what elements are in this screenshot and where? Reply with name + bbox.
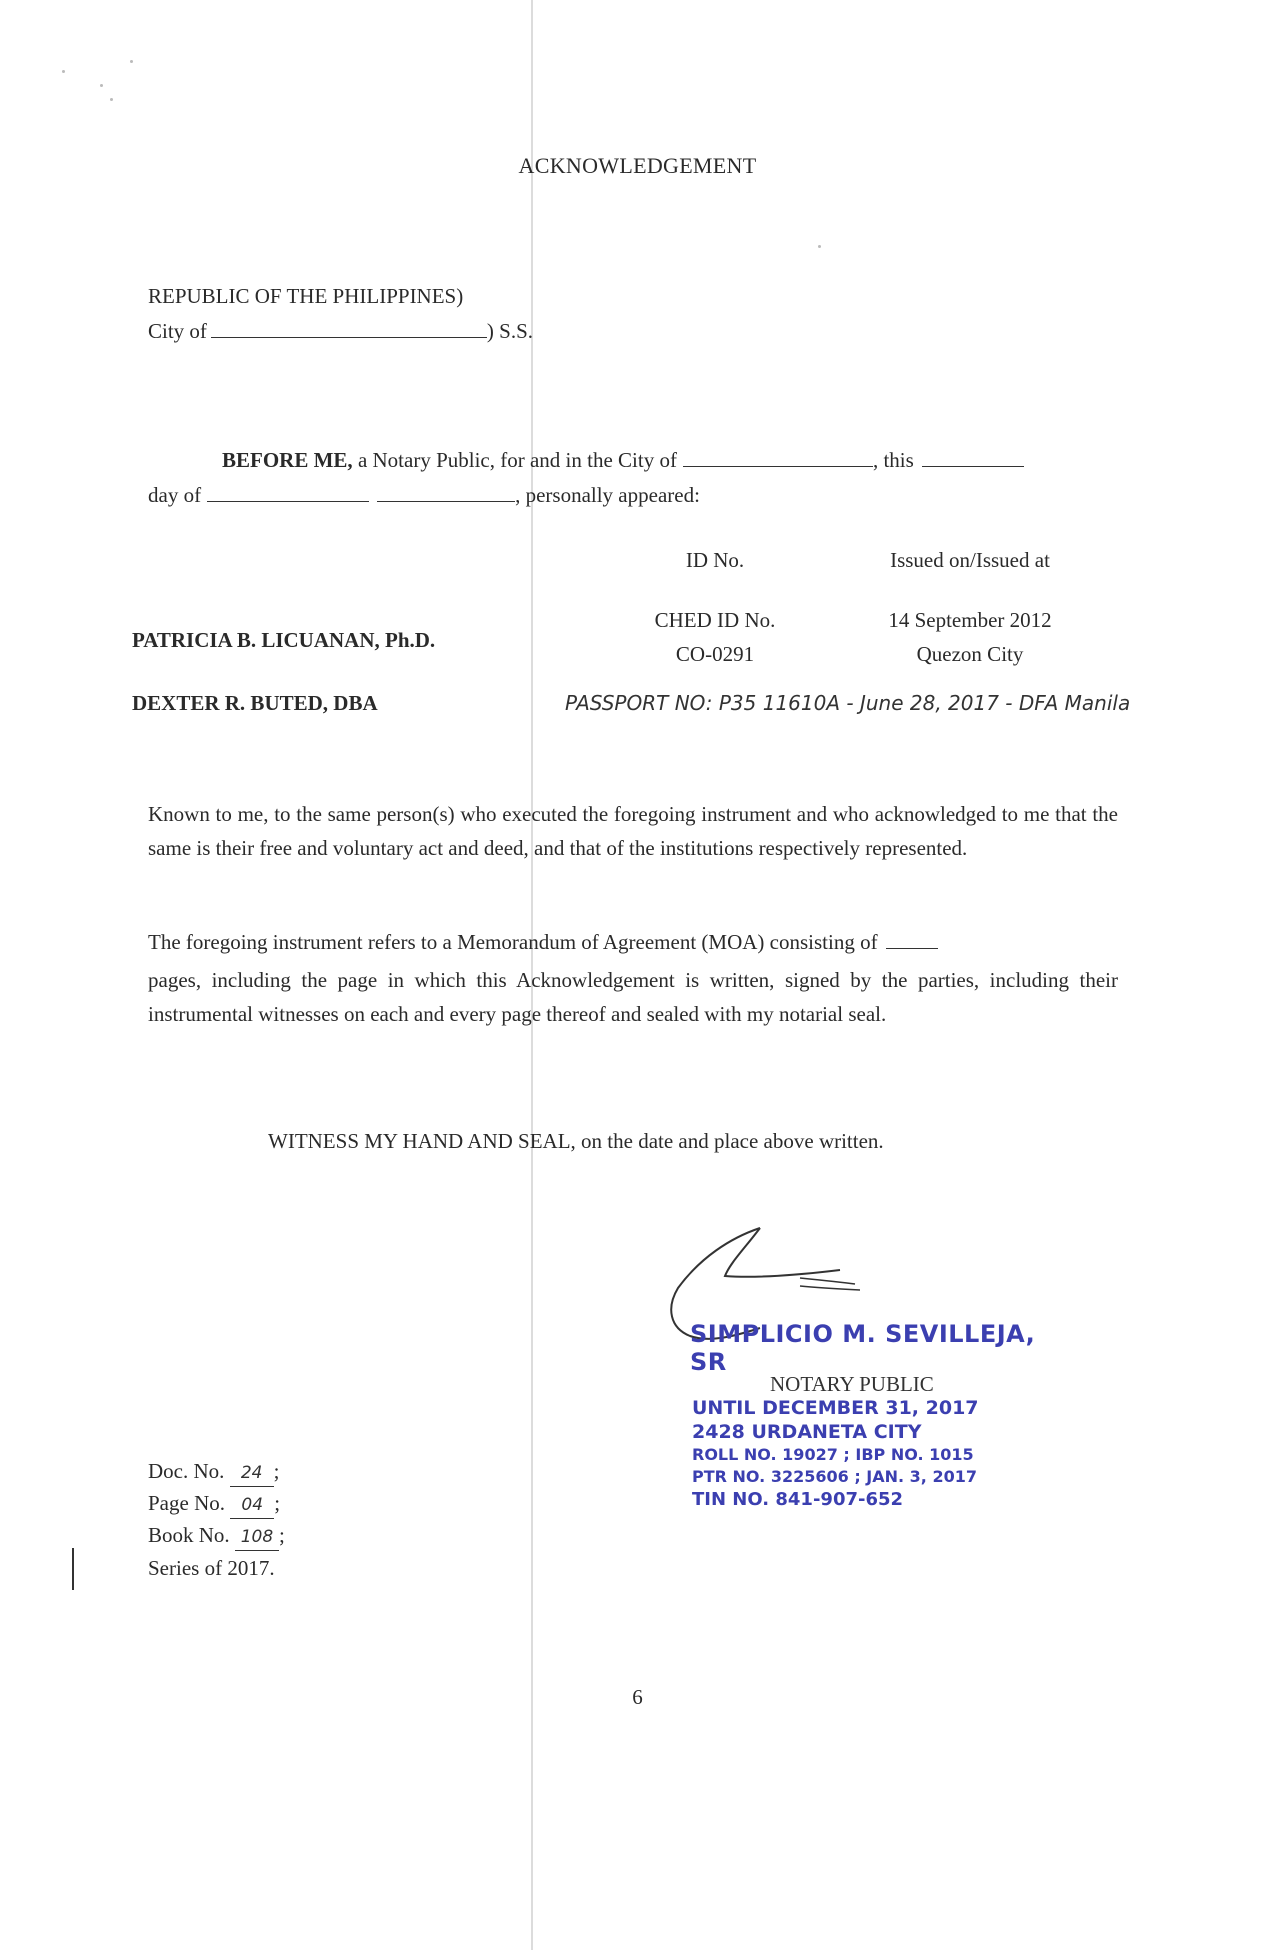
margin-mark <box>72 1548 74 1590</box>
intro-text3: , personally appeared: <box>515 483 700 507</box>
signatory-name-2: DEXTER R. BUTED, DBA <box>132 691 378 715</box>
notarial-series: Series of 2017. <box>148 1556 275 1580</box>
id-line2-row1: CO-0291 <box>675 642 755 666</box>
page-no-label: Page No. <box>148 1491 225 1515</box>
paragraph-foregoing-rest: pages, including the page in which this Acknowledgement is written, signed by the parties, including their instrumental witnesses on each and every page thereof and sealed with my notarial seal. <box>148 968 1118 1026</box>
issued-line1-row1: 14 September 2012 <box>888 608 1052 632</box>
paragraph-foregoing-line1 <box>148 929 938 955</box>
book-no-label: Book No. <box>148 1523 230 1547</box>
intro-text2: , this <box>872 448 914 472</box>
venue-city-label: City of <box>148 319 207 343</box>
witness-line: WITNESS MY HAND AND SEAL, on the date and place above written. <box>268 1129 884 1153</box>
intro-day-label: day of <box>148 483 202 507</box>
notarial-doc-no: Doc. No. 24 ; <box>148 1458 280 1487</box>
venue-city-blank <box>211 319 487 338</box>
intro-day-blank <box>207 483 369 502</box>
id-line1-row1: CHED ID No. <box>654 608 776 632</box>
stamp-line-4: PTR NO. 3225606 ; JAN. 3, 2017 <box>692 1467 977 1486</box>
intro-text1: a Notary Public, for and in the City of <box>357 448 677 472</box>
stamp-notary-title: NOTARY PUBLIC <box>770 1372 934 1396</box>
header-issued: Issued on/Issued at <box>890 548 1050 572</box>
signatory-name-1: PATRICIA B. LICUANAN, Ph.D. <box>132 628 436 652</box>
intro-this-blank <box>922 448 1024 467</box>
venue-line2 <box>148 318 533 344</box>
pages-blank <box>886 930 938 949</box>
notarial-page-no: Page No. 04 ; <box>148 1490 280 1519</box>
stamp-line-2: 2428 URDANETA CITY <box>692 1421 922 1443</box>
paragraph-known: Known to me, to the same person(s) who executed the foregoing instrument and who acknowledged to me that the same is their free and voluntary act and deed, and that of the institutions respectively represented. <box>148 802 1118 860</box>
venue-ss: ) S.S. <box>486 319 534 343</box>
intro-line1 <box>222 447 1024 473</box>
stamp-line-1: UNTIL DECEMBER 31, 2017 <box>692 1397 979 1419</box>
stamp-line-3: ROLL NO. 19027 ; IBP NO. 1015 <box>692 1445 974 1464</box>
stamp-line-5: TIN NO. 841-907-652 <box>692 1489 904 1510</box>
doc-no-label: Doc. No. <box>148 1459 225 1483</box>
notarial-book-no: Book No. 108 ; <box>148 1522 285 1551</box>
doc-no-value: 24 <box>230 1460 274 1487</box>
intro-city-blank <box>683 448 873 467</box>
page-number: 6 <box>632 1685 643 1709</box>
paragraph-foregoing-text1: The foregoing instrument refers to a Memorandum of Agreement (MOA) consisting of <box>148 930 878 954</box>
page-no-value: 04 <box>230 1492 274 1519</box>
notary-stamp <box>690 1320 1050 1512</box>
handwritten-passport: PASSPORT NO: P35 11610A - June 28, 2017 - DFA Manila <box>565 691 1131 715</box>
issued-line2-row1: Quezon City <box>916 642 1024 666</box>
book-no-value: 108 <box>235 1524 279 1551</box>
header-id-no: ID No. <box>685 548 745 572</box>
venue-line1: REPUBLIC OF THE PHILIPPINES) <box>148 284 464 308</box>
stamp-notary-name: SIMPLICIO M. SEVILLEJA, SR <box>690 1320 1036 1376</box>
intro-bold-lead: BEFORE ME, <box>222 448 353 472</box>
intro-month-blank <box>377 483 515 502</box>
document-title: ACKNOWLEDGEMENT <box>518 153 757 178</box>
intro-line2 <box>148 482 700 508</box>
